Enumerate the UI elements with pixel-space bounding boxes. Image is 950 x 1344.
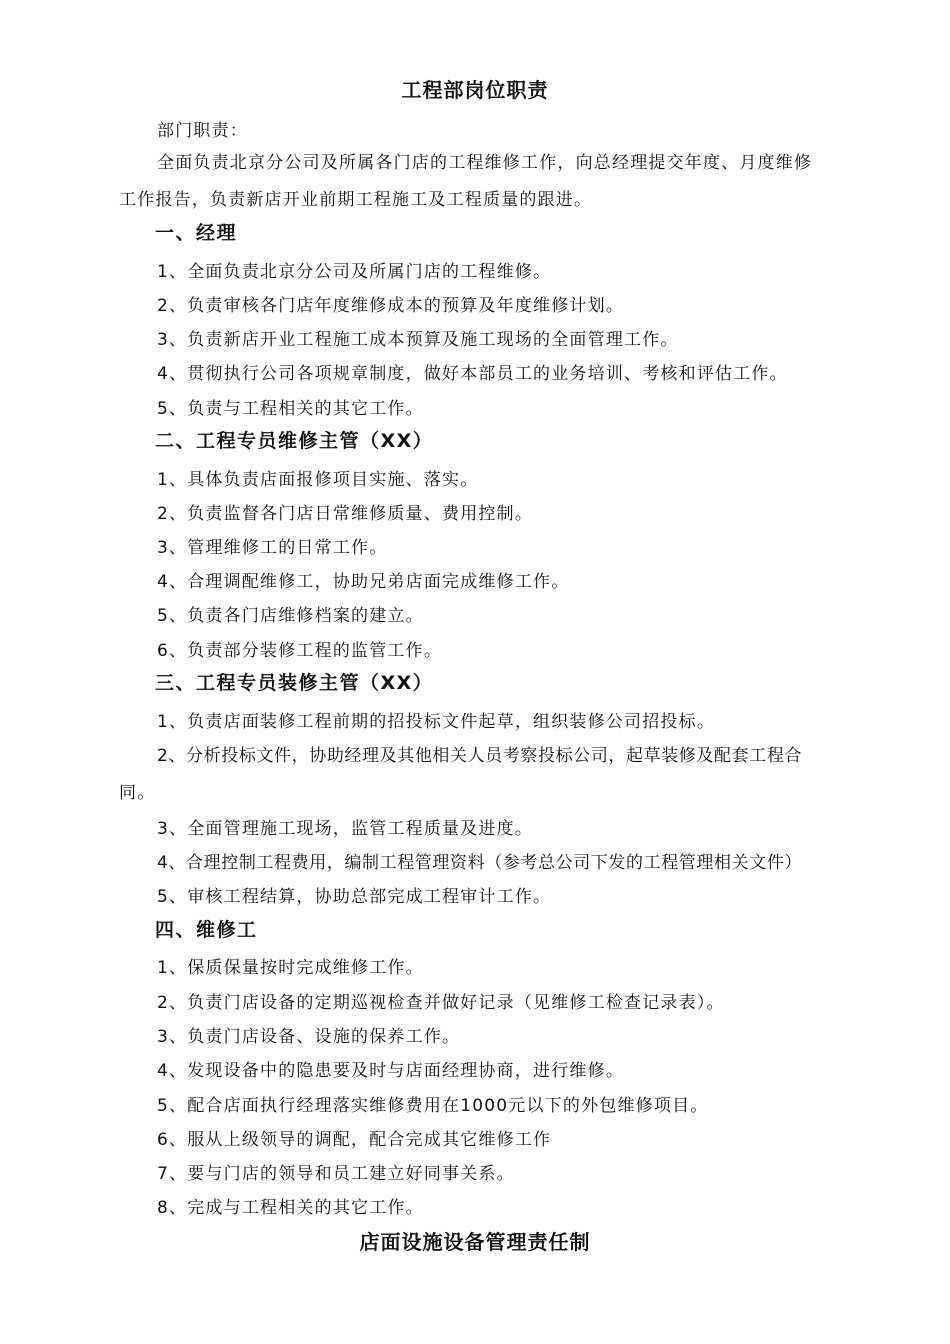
list-item: 2、分析投标文件，协助经理及其他相关人员考察投标公司，起草装修及配套工程合 xyxy=(157,746,803,766)
list-item: 3、全面管理施工现场，监管工程质量及进度。 xyxy=(157,819,534,839)
list-item: 2、负责门店设备的定期巡视检查并做好记录（见维修工检查记录表）。 xyxy=(157,993,725,1013)
list-item: 2、负责监督各门店日常维修质量、费用控制。 xyxy=(157,504,534,524)
list-item-continuation: 同。 xyxy=(119,783,156,803)
list-item: 6、负责部分装修工程的监管工作。 xyxy=(157,641,443,661)
section-heading-manager: 一、经理 xyxy=(155,222,238,244)
section-heading-decoration-supervisor: 三、工程专员装修主管（XX） xyxy=(155,672,434,694)
dept-text-line-1: 全面负责北京分公司及所属各门店的工程维修工作，向总经理提交年度、月度维修 xyxy=(157,153,813,173)
list-item: 3、管理维修工的日常工作。 xyxy=(157,538,388,558)
footer-title: 店面设施设备管理责任制 xyxy=(359,1230,591,1254)
list-item: 3、负责门店设备、设施的保养工作。 xyxy=(157,1027,461,1047)
list-item: 2、负责审核各门店年度维修成本的预算及年度维修计划。 xyxy=(157,296,625,316)
list-item: 1、负责店面装修工程前期的招投标文件起草，组织装修公司招投标。 xyxy=(157,712,716,732)
section-heading-maintenance-supervisor: 二、工程专员维修主管（XX） xyxy=(155,430,434,452)
section-heading-repair-worker: 四、维修工 xyxy=(155,919,258,941)
list-item: 1、全面负责北京分公司及所属门店的工程维修。 xyxy=(157,262,552,282)
list-item: 3、负责新店开业工程施工成本预算及施工现场的全面管理工作。 xyxy=(157,330,679,350)
list-item: 4、发现设备中的隐患要及时与店面经理协商，进行维修。 xyxy=(157,1061,625,1081)
list-item: 7、要与门店的领导和员工建立好同事关系。 xyxy=(157,1164,515,1184)
page-title: 工程部岗位职责 xyxy=(401,78,549,102)
dept-text-line-2: 工作报告，负责新店开业前期工程施工及工程质量的跟进。 xyxy=(119,190,593,210)
list-item: 5、审核工程结算，协助总部完成工程审计工作。 xyxy=(157,887,552,907)
list-item: 5、负责与工程相关的其它工作。 xyxy=(157,399,424,419)
list-item: 4、合理调配维修工，协助兄弟店面完成维修工作。 xyxy=(157,572,570,592)
list-item: 6、服从上级领导的调配，配合完成其它维修工作 xyxy=(157,1130,552,1150)
list-item: 5、负责各门店维修档案的建立。 xyxy=(157,606,424,626)
list-item: 5、配合店面执行经理落实维修费用在1000元以下的外包维修项目。 xyxy=(157,1096,709,1116)
list-item: 1、保质保量按时完成维修工作。 xyxy=(157,958,424,978)
list-item: 8、完成与工程相关的其它工作。 xyxy=(157,1198,424,1218)
list-item: 4、贯彻执行公司各项规章制度，做好本部员工的业务培训、考核和评估工作。 xyxy=(157,364,788,384)
list-item: 4、合理控制工程费用，编制工程管理资料（参考总公司下发的工程管理相关文件） xyxy=(157,853,803,873)
dept-label: 部门职责： xyxy=(157,121,248,141)
list-item: 1、具体负责店面报修项目实施、落实。 xyxy=(157,470,479,490)
